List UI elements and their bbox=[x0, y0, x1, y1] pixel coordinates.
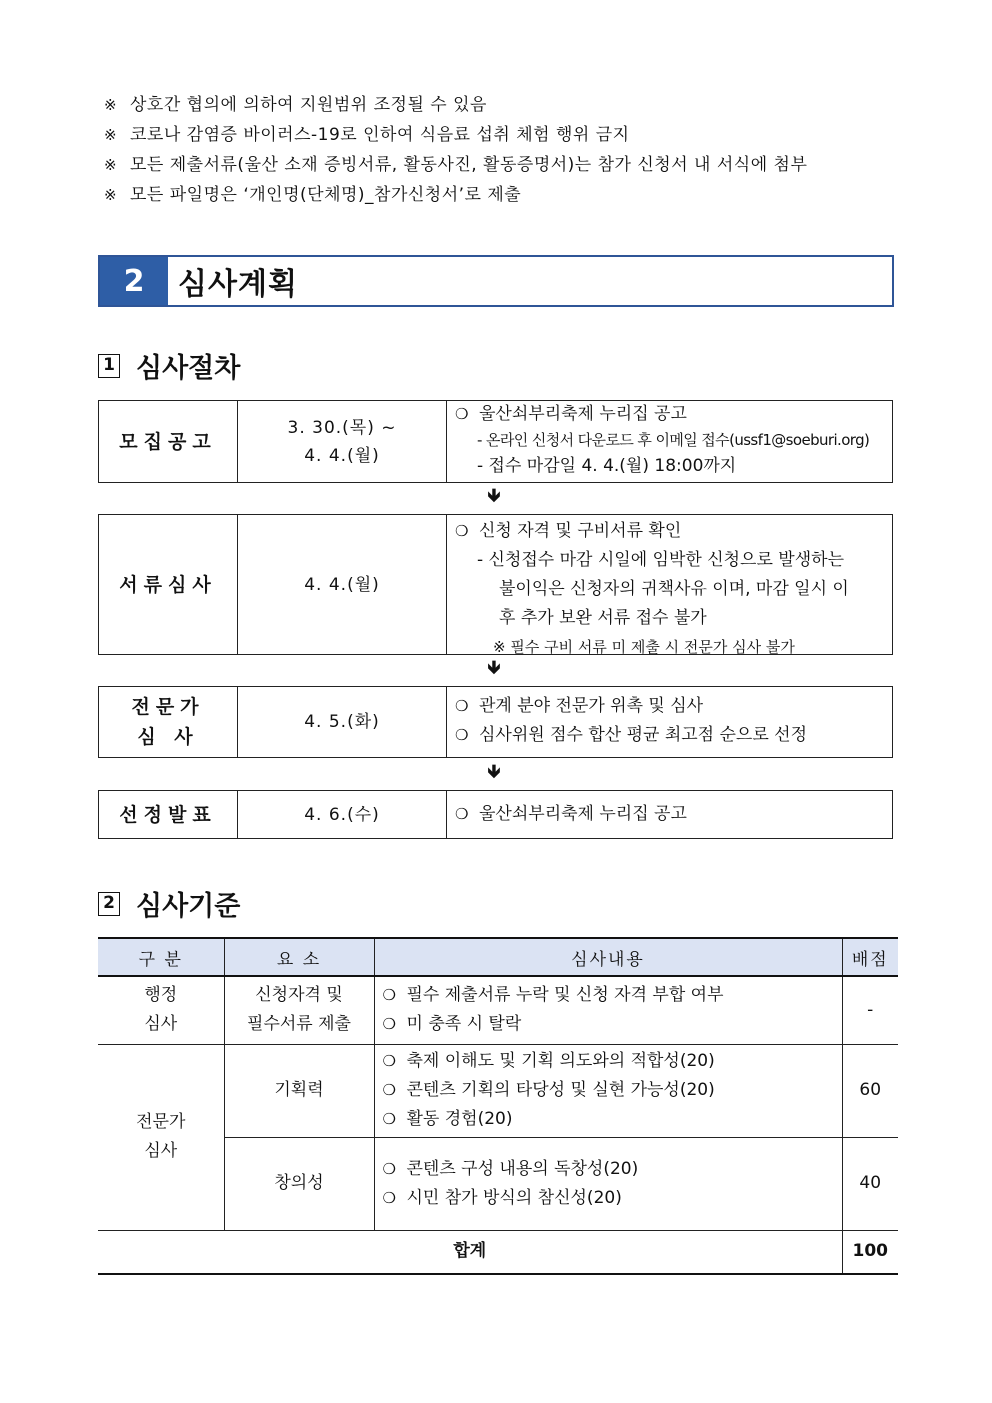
column-header: 요 소 bbox=[224, 938, 374, 976]
procedure-step-recruit bbox=[98, 400, 893, 483]
stage-details: ❍ 울산쇠부리축제 누리집 공고 - 온라인 신청서 다운로드 후 이메일 접수(ussf1@soeburi.org) - 접수 마감일 4. 4.(월) 18:00까지 bbox=[447, 401, 892, 482]
stage-details: ❍ 관계 분야 전문가 위촉 및 심사 ❍ 심사위원 점수 합산 평균 최고점 순으로 선정 bbox=[447, 687, 892, 757]
stage-date: 3. 30.(목) ~ 4. 4.(월) bbox=[238, 401, 447, 482]
element-cell: 신청자격 및 필수서류 제출 bbox=[224, 976, 374, 1044]
section-title: 심사계획 bbox=[178, 267, 298, 302]
bullet-icon: ❍ bbox=[382, 1159, 396, 1178]
element-cell: 창의성 bbox=[224, 1137, 374, 1230]
score-cell: 60 bbox=[842, 1044, 898, 1137]
section-number: 2 bbox=[100, 257, 168, 305]
score-cell: 40 bbox=[842, 1137, 898, 1230]
bullet-icon: ❍ bbox=[382, 1052, 396, 1070]
table-row bbox=[98, 1044, 898, 1137]
column-header: 심사내용 bbox=[374, 938, 842, 976]
arrow-down-icon: 🡻 bbox=[487, 657, 501, 678]
note-mark-icon: ※ bbox=[104, 156, 118, 174]
content-cell: ❍ 필수 제출서류 누락 및 신청 자격 부합 여부 ❍ 미 충족 시 탈락 bbox=[374, 976, 842, 1044]
note-item: ※ 모든 제출서류(울산 소재 증빙서류, 활동사진, 활동증명서)는 참가 신청서 내 서식에 첨부 bbox=[104, 152, 904, 182]
content-cell: ❍ 축제 이해도 및 기획 의도와의 적합성(20) ❍ 콘텐츠 기획의 타당성 및 실현 가능성(20) ❍ 활동 경험(20) bbox=[374, 1044, 842, 1137]
note-item: ※ 상호간 협의에 의하여 지원범위 조정될 수 있음 bbox=[104, 92, 904, 122]
stage-label: 서류심사 bbox=[99, 515, 238, 654]
stage-date: 4. 5.(화) bbox=[238, 687, 447, 757]
note-mark-icon: ※ bbox=[104, 96, 118, 114]
bullet-icon: ❍ bbox=[455, 405, 469, 423]
subsection-title: 심사절차 bbox=[136, 353, 241, 384]
bullet-icon: ❍ bbox=[455, 805, 469, 823]
bullet-icon: ❍ bbox=[382, 986, 396, 1005]
bullet-icon: ❍ bbox=[382, 1015, 396, 1034]
note-mark-icon: ※ bbox=[104, 126, 118, 144]
bullet-icon: ❍ bbox=[382, 1081, 396, 1099]
note-mark-icon: ※ bbox=[104, 186, 118, 204]
total-label: 합계 bbox=[98, 1230, 842, 1274]
stage-details: ❍ 신청 자격 및 구비서류 확인 - 신청접수 마감 시일에 임박한 신청으로 발생하는 불이익은 신청자의 귀책사유 이며, 마감 일시 이 후 추가 보완 서류 접수 불가 ※ 필수 구비 서류 미 제출 시 전문가 심사 불가 bbox=[447, 515, 892, 654]
total-row bbox=[98, 1230, 898, 1274]
element-cell: 기획력 bbox=[224, 1044, 374, 1137]
procedure-step-announcement bbox=[98, 790, 893, 839]
bullet-icon: ❍ bbox=[455, 522, 469, 540]
column-header: 구 분 bbox=[98, 938, 224, 976]
section-header bbox=[98, 255, 894, 307]
procedure-step-document-review bbox=[98, 514, 893, 655]
arrow-down-icon: 🡻 bbox=[487, 485, 501, 506]
score-cell: - bbox=[842, 976, 898, 1044]
category-cell: 전문가 심사 bbox=[98, 1044, 224, 1230]
bullet-icon: ❍ bbox=[455, 697, 469, 715]
content-cell: ❍ 콘텐츠 구성 내용의 독창성(20) ❍ 시민 참가 방식의 참신성(20) bbox=[374, 1137, 842, 1230]
table-row bbox=[98, 976, 898, 1044]
column-header: 배점 bbox=[842, 938, 898, 976]
subsection-heading-procedure bbox=[98, 346, 240, 385]
note-item: ※ 모든 파일명은 ‘개인명(단체명)_참가신청서’로 제출 bbox=[104, 182, 904, 212]
subsection-title: 심사기준 bbox=[136, 891, 241, 922]
subsection-number: 1 bbox=[98, 354, 120, 378]
stage-label: 모집공고 bbox=[99, 401, 238, 482]
stage-label: 전문가 심 사 bbox=[99, 687, 238, 757]
arrow-down-icon: 🡻 bbox=[487, 761, 501, 782]
stage-date: 4. 4.(월) bbox=[238, 515, 447, 654]
stage-details: ❍ 울산쇠부리축제 누리집 공고 bbox=[447, 791, 892, 838]
bullet-icon: ❍ bbox=[382, 1188, 396, 1207]
notes-list bbox=[104, 92, 904, 212]
stage-date: 4. 6.(수) bbox=[238, 791, 447, 838]
stage-label: 선정발표 bbox=[99, 791, 238, 838]
bullet-icon: ❍ bbox=[455, 726, 469, 744]
total-score: 100 bbox=[842, 1230, 898, 1274]
category-cell: 행정 심사 bbox=[98, 976, 224, 1044]
procedure-step-expert-review bbox=[98, 686, 893, 758]
bullet-icon: ❍ bbox=[382, 1110, 396, 1128]
criteria-table bbox=[98, 937, 898, 1275]
subsection-number: 2 bbox=[98, 892, 120, 916]
note-item: ※ 코로나 감염증 바이러스-19로 인하여 식음료 섭취 체험 행위 금지 bbox=[104, 122, 904, 152]
table-header-row bbox=[98, 938, 898, 976]
subsection-heading-criteria bbox=[98, 884, 240, 923]
